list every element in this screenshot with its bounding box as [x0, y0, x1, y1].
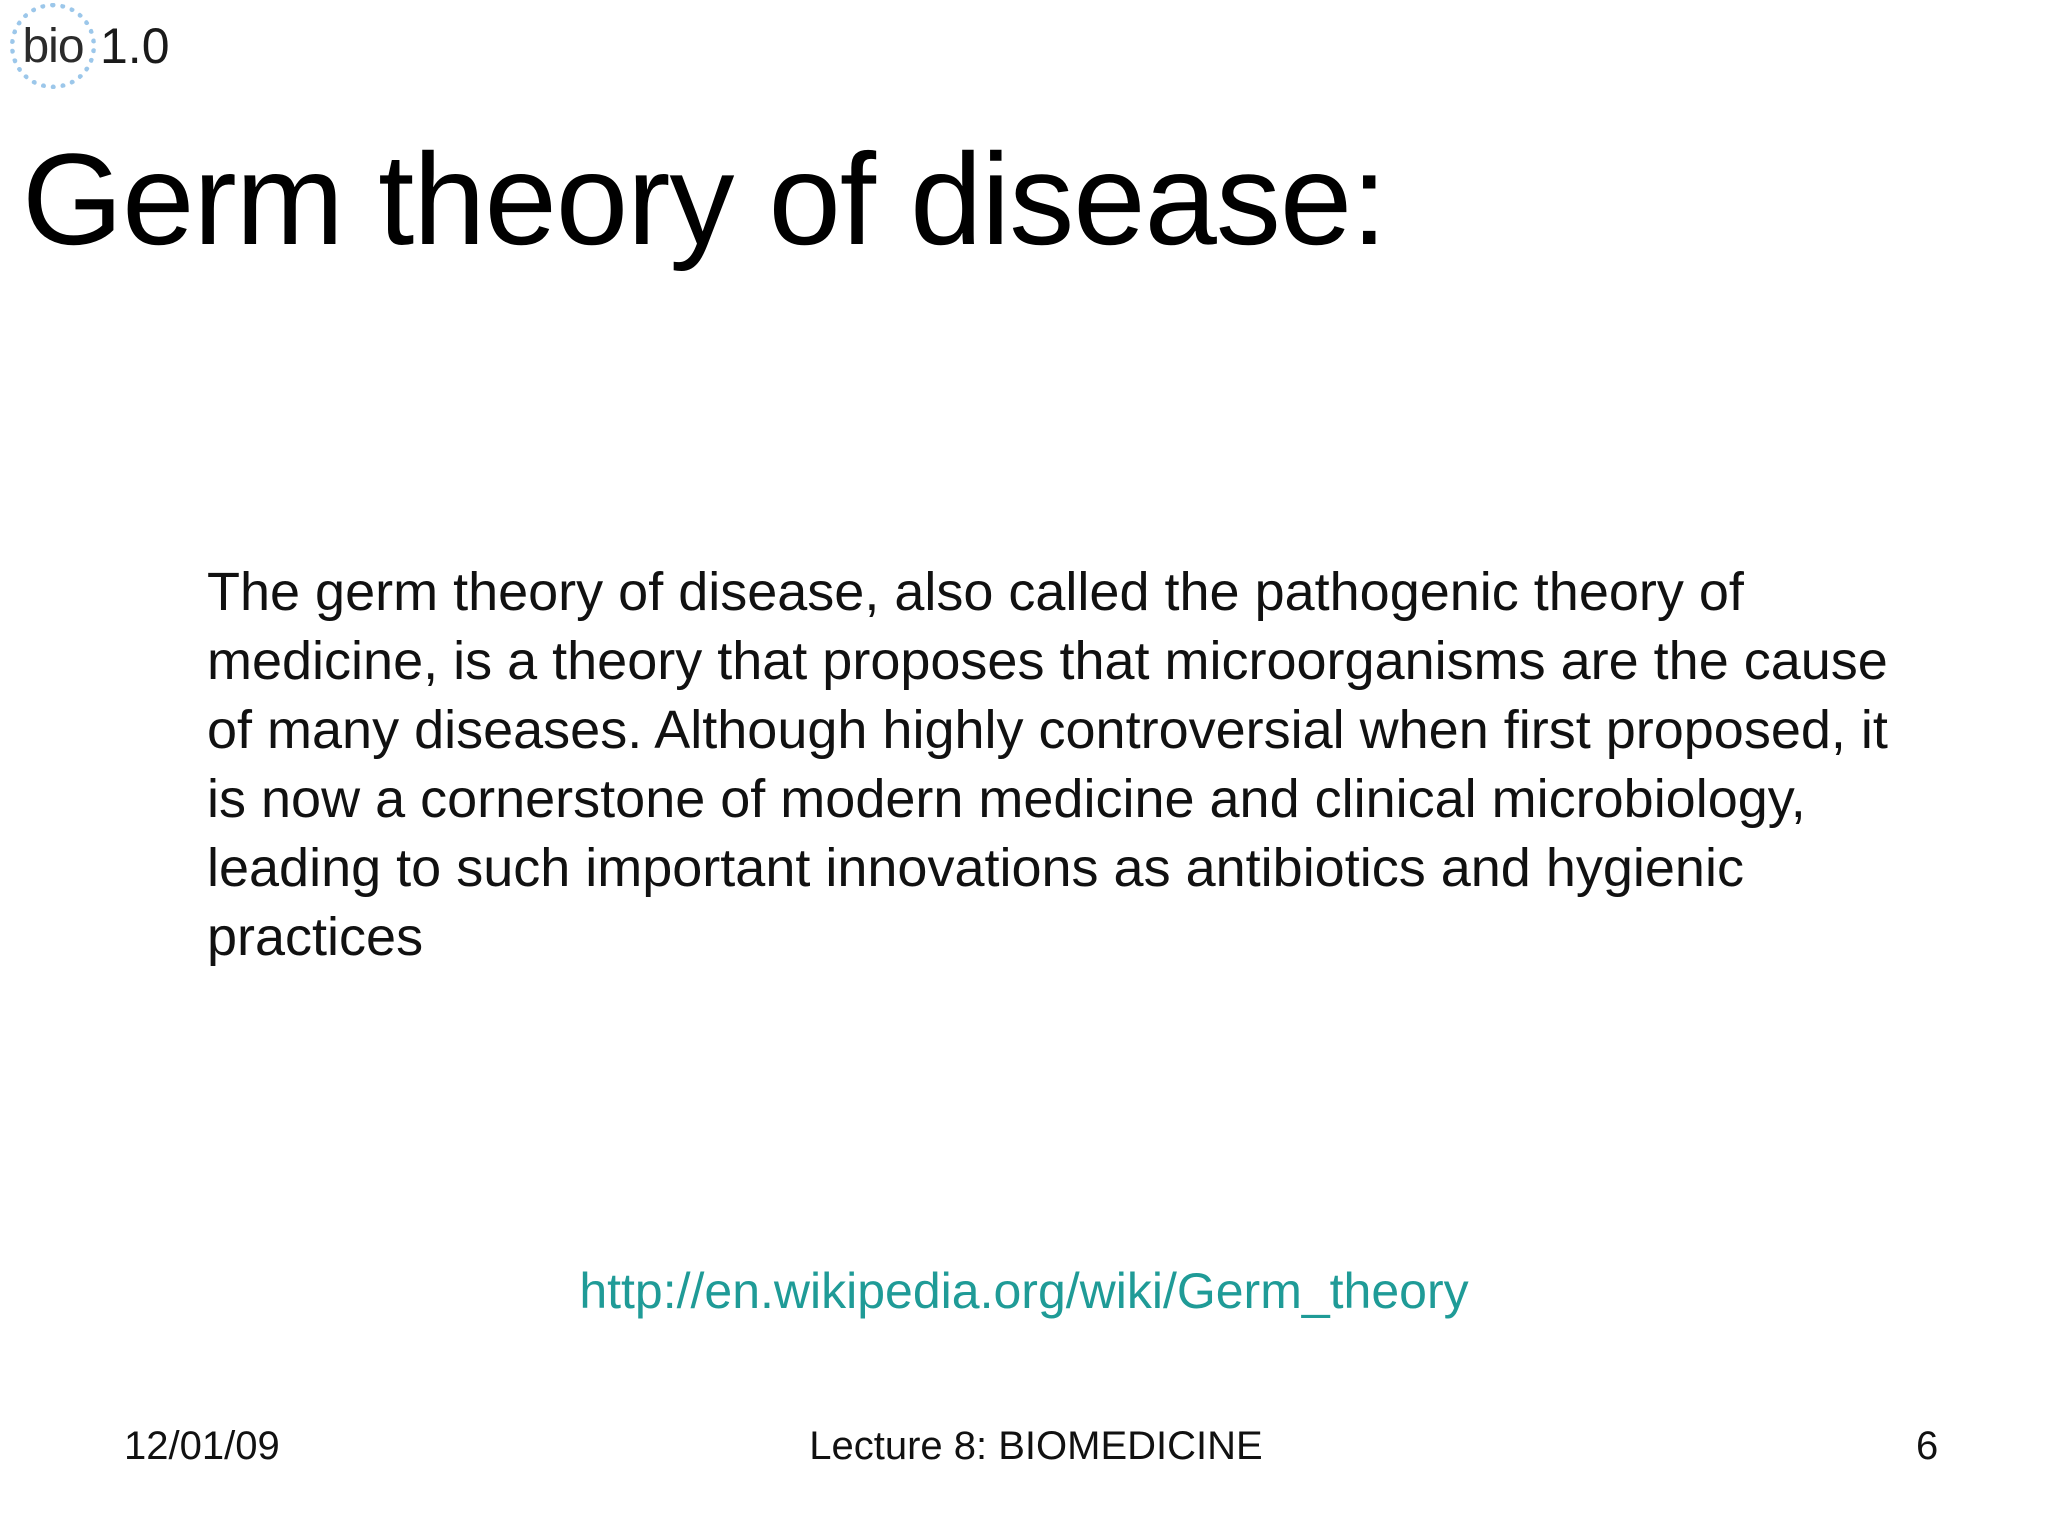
logo-brand: bio: [22, 19, 84, 73]
bio-logo: [10, 4, 170, 88]
logo-circle-icon: [10, 3, 96, 89]
footer-date: 12/01/09: [124, 1424, 280, 1468]
footer-lecture-title: Lecture 8: BIOMEDICINE: [809, 1424, 1263, 1468]
slide-body-text: The germ theory of disease, also called the pathogenic theory of medicine, is a theory that proposes that microorganisms are the cause of many diseases. Although highly controversial when first proposed, it is now a cornerstone of modern medicine and clinical microbiology, leading to such important innovations as antibiotics and hygienic practices: [207, 562, 1888, 967]
slide-title: Germ theory of disease:: [22, 126, 1387, 272]
source-link[interactable]: http://en.wikipedia.org/wiki/Germ_theory: [579, 1263, 1469, 1319]
logo-version: 1.0: [100, 18, 170, 74]
footer-page-number: 6: [1916, 1424, 1939, 1468]
